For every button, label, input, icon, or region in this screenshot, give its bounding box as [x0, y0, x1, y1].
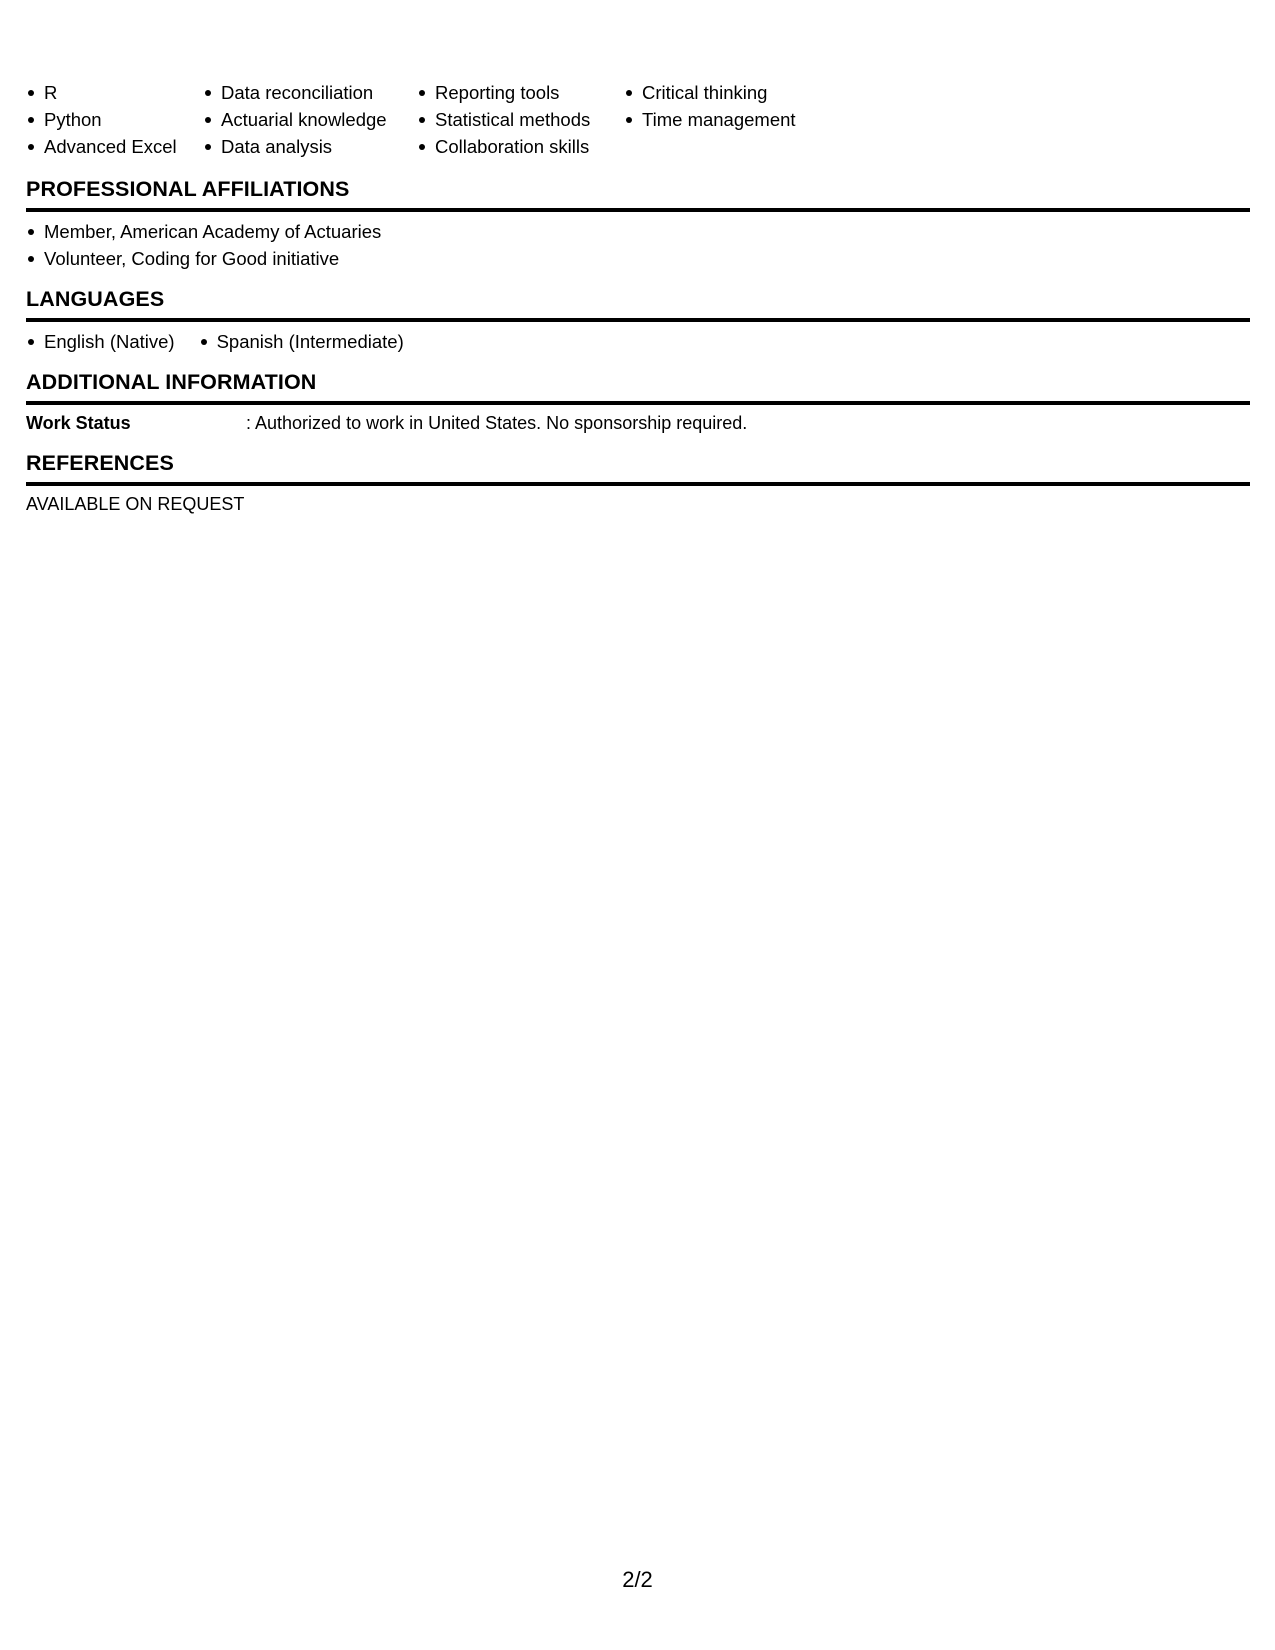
bullet-icon	[205, 144, 211, 150]
bullet-icon	[419, 144, 425, 150]
skill-item: Actuarial knowledge	[203, 106, 417, 133]
bullet-icon	[205, 90, 211, 96]
skills-column-4	[624, 79, 824, 160]
page-number: 2/2	[622, 1567, 653, 1592]
affiliations-section	[26, 176, 1250, 272]
skills-column-1	[26, 79, 203, 160]
languages-section	[26, 286, 1250, 355]
work-status-row	[26, 411, 1250, 435]
list-item: Member, American Academy of Actuaries	[26, 218, 1250, 245]
skill-item: Statistical methods	[417, 106, 624, 133]
section-heading: LANGUAGES	[26, 287, 165, 311]
section-divider	[26, 401, 1250, 405]
bullet-icon	[205, 117, 211, 123]
list-item: Volunteer, Coding for Good initiative	[26, 245, 1250, 272]
section-divider	[26, 318, 1250, 322]
section-heading: REFERENCES	[26, 451, 174, 475]
skill-item: Python	[26, 106, 203, 133]
skill-item: R	[26, 79, 203, 106]
bullet-icon	[419, 117, 425, 123]
skills-list	[26, 79, 824, 160]
skill-item: Collaboration skills	[417, 133, 624, 160]
list-item: Spanish (Intermediate)	[199, 328, 404, 355]
bullet-icon	[28, 229, 34, 235]
section-divider	[26, 208, 1250, 212]
skill-item: Advanced Excel	[26, 133, 203, 160]
bullet-icon	[626, 90, 632, 96]
skill-item: Time management	[624, 106, 824, 133]
bullet-icon	[28, 339, 34, 345]
references-section	[26, 450, 1250, 516]
skills-column-3	[417, 79, 624, 160]
skill-item: Data analysis	[203, 133, 417, 160]
skills-column-2	[203, 79, 417, 160]
list-item: English (Native)	[26, 328, 175, 355]
bullet-icon	[419, 90, 425, 96]
bullet-icon	[626, 117, 632, 123]
references-text: AVAILABLE ON REQUEST	[26, 494, 245, 514]
bullet-icon	[28, 256, 34, 262]
work-status-label: Work Status	[26, 413, 131, 433]
skill-item: Critical thinking	[624, 79, 824, 106]
bullet-icon	[28, 117, 34, 123]
section-heading: PROFESSIONAL AFFILIATIONS	[26, 177, 350, 201]
section-divider	[26, 482, 1250, 486]
affiliations-list	[26, 218, 1250, 272]
section-heading: ADDITIONAL INFORMATION	[26, 370, 317, 394]
additional-info-section	[26, 369, 1250, 435]
bullet-icon	[28, 90, 34, 96]
skill-item: Data reconciliation	[203, 79, 417, 106]
bullet-icon	[28, 144, 34, 150]
bullet-icon	[201, 339, 207, 345]
languages-list	[26, 328, 1250, 355]
work-status-value: : Authorized to work in United States. No sponsorship required.	[246, 413, 748, 433]
skill-item: Reporting tools	[417, 79, 624, 106]
